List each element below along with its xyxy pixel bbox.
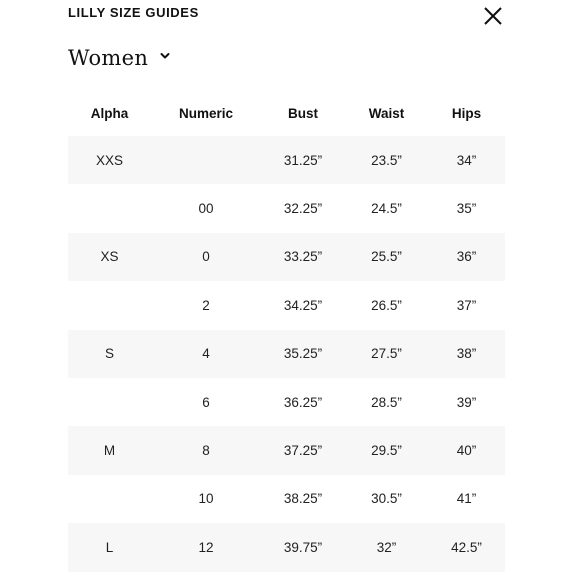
cell-bust: 33.25”	[283, 249, 323, 265]
cell-numeric: 6	[202, 394, 210, 410]
size-table	[68, 90, 505, 572]
cell-bust: 37.25”	[283, 443, 323, 459]
cell-waist: 23.5”	[371, 152, 402, 168]
chevron-down-icon	[160, 51, 170, 61]
column-header-bust: Bust	[288, 105, 318, 121]
cell-numeric: 8	[202, 443, 210, 459]
column-header-numeric: Numeric	[178, 105, 234, 121]
cell-alpha: S	[104, 346, 114, 362]
cell-hips: 38”	[456, 346, 477, 362]
close-icon	[481, 4, 505, 28]
cell-hips: 41”	[456, 491, 477, 507]
cell-waist: 25.5”	[371, 249, 402, 265]
cell-numeric: 12	[198, 539, 214, 555]
cell-bust: 35.25”	[283, 346, 323, 362]
cell-hips: 36”	[456, 249, 477, 265]
cell-alpha: L	[105, 539, 114, 555]
cell-hips: 42.5”	[451, 539, 482, 555]
cell-alpha: XS	[100, 249, 119, 265]
cell-waist: 32”	[376, 539, 397, 555]
cell-hips: 37”	[456, 297, 477, 313]
cell-bust: 38.25”	[283, 491, 323, 507]
cell-alpha: XXS	[95, 152, 123, 168]
cell-numeric: 10	[198, 491, 214, 507]
column-header-alpha: Alpha	[90, 105, 129, 121]
table-row	[68, 136, 505, 184]
cell-waist: 28.5”	[371, 394, 402, 410]
table-header-row	[68, 90, 505, 136]
cell-hips: 40”	[456, 443, 477, 459]
cell-waist: 30.5”	[371, 491, 402, 507]
table-row	[68, 281, 505, 329]
cell-hips: 34”	[456, 152, 477, 168]
cell-hips: 35”	[456, 201, 477, 217]
column-header-hips: Hips	[451, 105, 482, 121]
cell-numeric: 0	[202, 249, 210, 265]
cell-bust: 34.25”	[283, 297, 323, 313]
modal-title: LILLY SIZE GUIDES	[68, 5, 199, 20]
category-dropdown[interactable]	[68, 46, 170, 70]
column-header-waist: Waist	[368, 105, 405, 121]
table-row	[68, 330, 505, 378]
category-selected-label: Women	[68, 46, 149, 70]
cell-numeric: 00	[198, 201, 214, 217]
cell-waist: 26.5”	[371, 297, 402, 313]
close-button[interactable]	[481, 4, 505, 28]
table-row	[68, 378, 505, 426]
cell-alpha: M	[103, 443, 116, 459]
cell-bust: 39.75”	[283, 539, 323, 555]
table-row	[68, 426, 505, 474]
cell-waist: 24.5”	[371, 201, 402, 217]
cell-numeric: 2	[202, 297, 210, 313]
table-row	[68, 475, 505, 523]
cell-waist: 27.5”	[371, 346, 402, 362]
cell-hips: 39”	[456, 394, 477, 410]
table-row	[68, 523, 505, 571]
cell-bust: 32.25”	[283, 201, 323, 217]
cell-numeric: 4	[202, 346, 210, 362]
table-row	[68, 233, 505, 281]
cell-bust: 36.25”	[283, 394, 323, 410]
size-guide-modal	[54, 0, 524, 580]
cell-waist: 29.5”	[371, 443, 402, 459]
cell-bust: 31.25”	[283, 152, 323, 168]
table-row	[68, 184, 505, 232]
